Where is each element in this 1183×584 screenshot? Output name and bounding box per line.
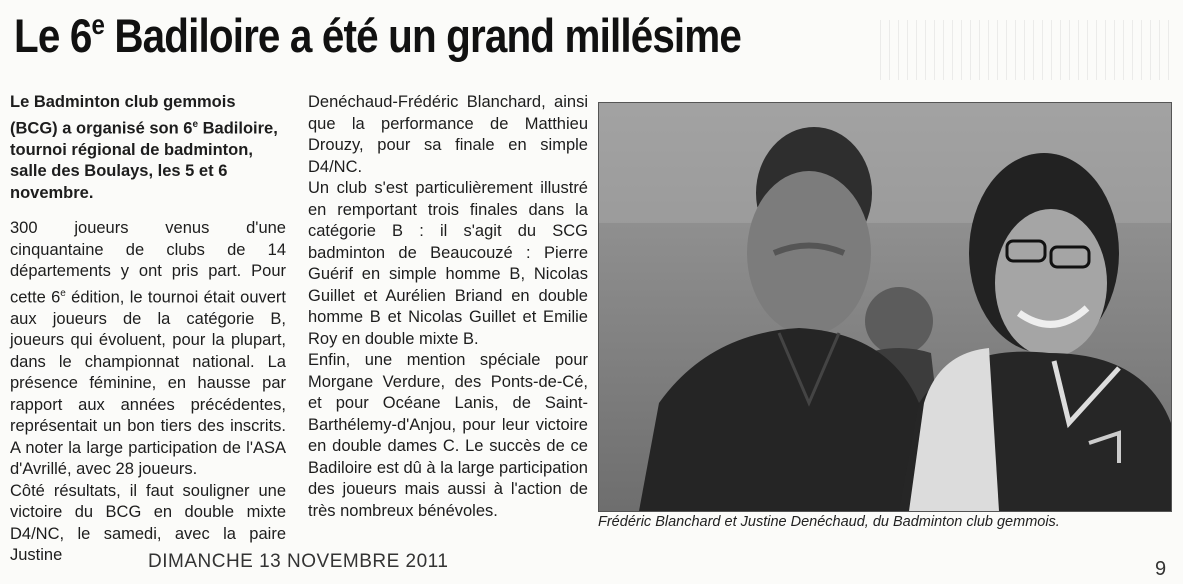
paragraph-1-sup: e [60, 287, 66, 299]
article-photo [598, 102, 1172, 512]
paragraph-2-start: Côté résultats, il faut souligner une victoire du BCG en double mixte D4/NC, le samedi, avec la paire Justine [10, 481, 286, 564]
scan-noise [880, 20, 1170, 80]
paragraph-3: Un club s'est particulièrement illustré en remportant trois finales dans la catégorie B : il s'agit du SCG badminton de Beaucouzé : Pierre Guérif en simple homme B, Nicolas Guillet et Aurélien Briand en double homme B et Nicolas Guillet et Emilie Roy en double mixte B. [308, 179, 588, 348]
chapo-part-1: Le Badminton club gemmois (BCG) a organisé son 6 [10, 93, 236, 137]
footer-date: DIMANCHE 13 NOVEMBRE 2011 [148, 551, 449, 572]
paragraph-1 [10, 218, 286, 481]
headline [14, 9, 742, 62]
column-1 [10, 92, 286, 567]
chapo-part-2: Badiloire, tournoi régional de badminton, salle des Boulays, les 5 et 6 novembre. [10, 119, 278, 202]
page-number: 9 [1155, 558, 1167, 580]
chapo [10, 92, 286, 204]
headline-sup: e [91, 9, 104, 40]
chapo-sup: e [192, 118, 199, 130]
paragraph-1-b: édition, le tournoi était ouvert aux joueurs de la catégorie B, joueurs qui évoluent, pour la plupart, dans le championnat national. La présence féminine, en hausse par rapport aux années précédentes, représentait un bon tiers des inscrits. A noter la large participation de l'ASA d'Avrillé, avec 28 joueurs. [10, 288, 286, 478]
headline-pre: Le 6 [14, 9, 92, 62]
paragraph-4: Enfin, une mention spéciale pour Morgane Verdure, des Ponts-de-Cé, et pour Océane Lanis, de Saint-Barthélemy-d'Anjou, pour leur victoire en double dames C. Le succès de ce Badiloire est dû à la large participation des joueurs mais aussi à l'action de très nombreux bénévoles. [308, 351, 588, 520]
paragraph-2-end: Denéchaud-Frédéric Blanchard, ainsi que la performance de Matthieu Drouzy, pour sa finale en simple D4/NC. [308, 93, 588, 176]
paragraph-1-a: 300 joueurs venus d'une cinquantaine de clubs de 14 départements y ont pris part. Pour cette 6 [10, 219, 286, 306]
photo-caption: Frédéric Blanchard et Justine Denéchaud, du Badminton club gemmois. [598, 514, 1060, 530]
column-2 [308, 92, 588, 522]
headline-post: Badiloire a été un grand millésime [103, 9, 742, 62]
